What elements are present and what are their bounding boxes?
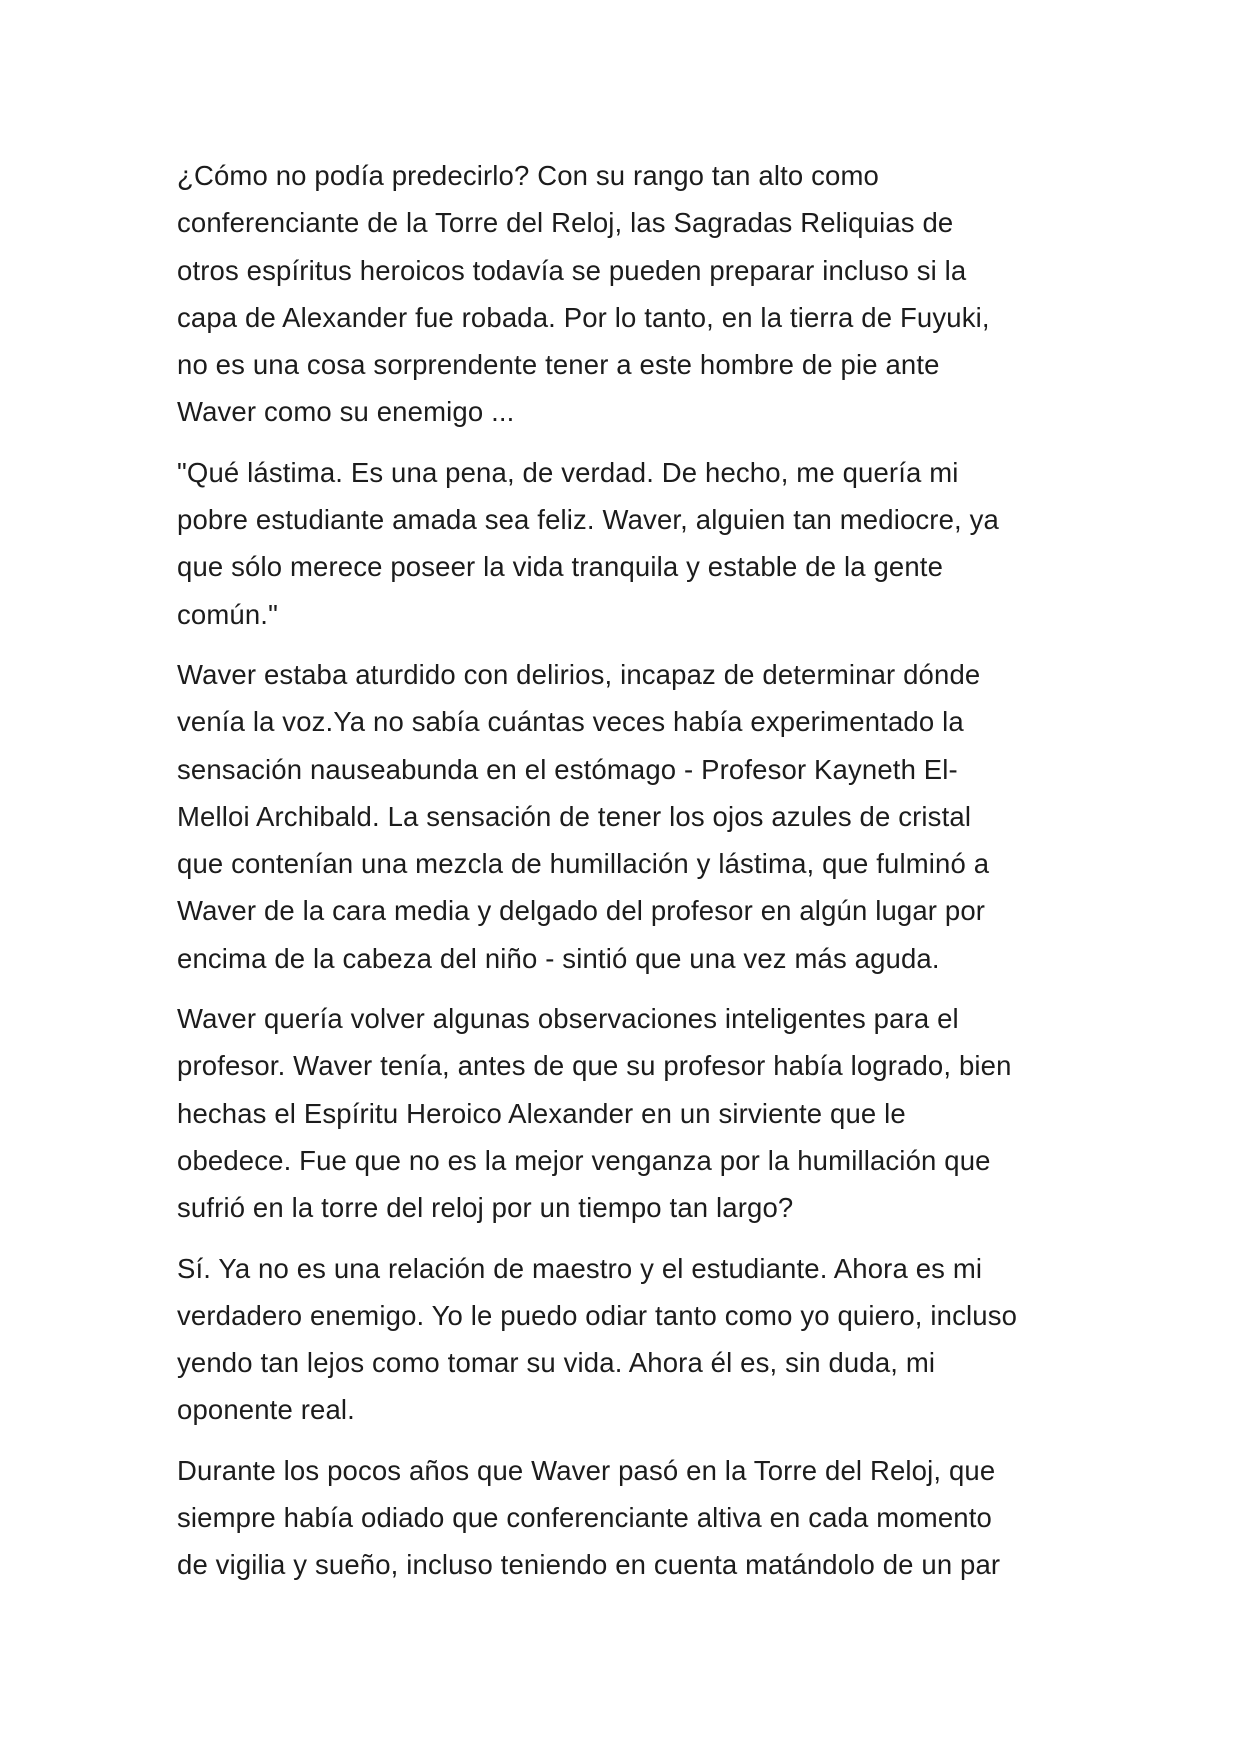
text-line: yendo tan lejos como tomar su vida. Ahora él es, sin duda, mi <box>177 1347 936 1379</box>
text-line: venía la voz.Ya no sabía cuántas veces había experimentado la <box>177 706 964 738</box>
text-line: que sólo merece poseer la vida tranquila y estable de la gente <box>177 551 944 583</box>
text-line: Melloi Archibald. La sensación de tener los ojos azules de cristal <box>177 800 972 832</box>
text-line: siempre había odiado que conferenciante altiva en cada momento <box>177 1502 992 1534</box>
document-body <box>177 152 1077 1602</box>
text-line: de vigilia y sueño, incluso teniendo en cuenta matándolo de un par <box>177 1549 1001 1581</box>
text-line: ¿Cómo no podía predecirlo? Con su rango tan alto como <box>177 160 879 191</box>
text-line: Waver estaba aturdido con delirios, incapaz de determinar dónde <box>177 658 981 690</box>
text-line: hechas el Espíritu Heroico Alexander en un sirviente que le <box>177 1097 906 1129</box>
text-line: Sí. Ya no es una relación de maestro y el estudiante. Ahora es mi <box>177 1252 983 1284</box>
text-line: sufrió en la torre del reloj por un tiempo tan largo? <box>177 1192 794 1224</box>
paragraph-5 <box>177 1245 1077 1434</box>
text-line: capa de Alexander fue robada. Por lo tanto, en la tierra de Fuyuki, <box>177 301 990 333</box>
text-line: encima de la cabeza del niño - sintió que una vez más aguda. <box>177 942 940 974</box>
text-line: conferenciante de la Torre del Reloj, las Sagradas Reliquias de <box>177 207 954 239</box>
text-line: sensación nauseabunda en el estómago - Profesor Kayneth El- <box>177 753 958 785</box>
paragraph-4 <box>177 995 1077 1231</box>
text-line: que contenían una mezcla de humillación y lástima, que fulminó a <box>177 848 990 880</box>
text-line: obedece. Fue que no es la mejor venganza por la humillación que <box>177 1144 991 1176</box>
text-line: verdadero enemigo. Yo le puedo odiar tanto como yo quiero, incluso <box>177 1299 1018 1331</box>
text-line: Durante los pocos años que Waver pasó en la Torre del Reloj, que <box>177 1454 996 1486</box>
text-line: Waver de la cara media y delgado del profesor en algún lugar por <box>177 895 986 927</box>
text-line: otros espíritus heroicos todavía se pueden preparar incluso si la <box>177 254 967 286</box>
text-line: profesor. Waver tenía, antes de que su profesor había logrado, bien <box>177 1050 1012 1082</box>
paragraph-3 <box>177 651 1077 982</box>
paragraph-6 <box>177 1447 1077 1589</box>
text-line: no es una cosa sorprendente tener a este hombre de pie ante <box>177 349 940 381</box>
text-line: Waver como su enemigo ... <box>177 396 515 428</box>
text-line: "Qué lástima. Es una pena, de verdad. De hecho, me quería mi <box>177 456 959 488</box>
paragraph-2 <box>177 449 1077 638</box>
paragraph-1 <box>177 152 1077 436</box>
text-line: pobre estudiante amada sea feliz. Waver, alguien tan mediocre, ya <box>177 504 999 536</box>
text-line: común." <box>177 598 278 630</box>
text-line: oponente real. <box>177 1394 355 1426</box>
text-line: Waver quería volver algunas observaciones inteligentes para el <box>177 1003 959 1035</box>
